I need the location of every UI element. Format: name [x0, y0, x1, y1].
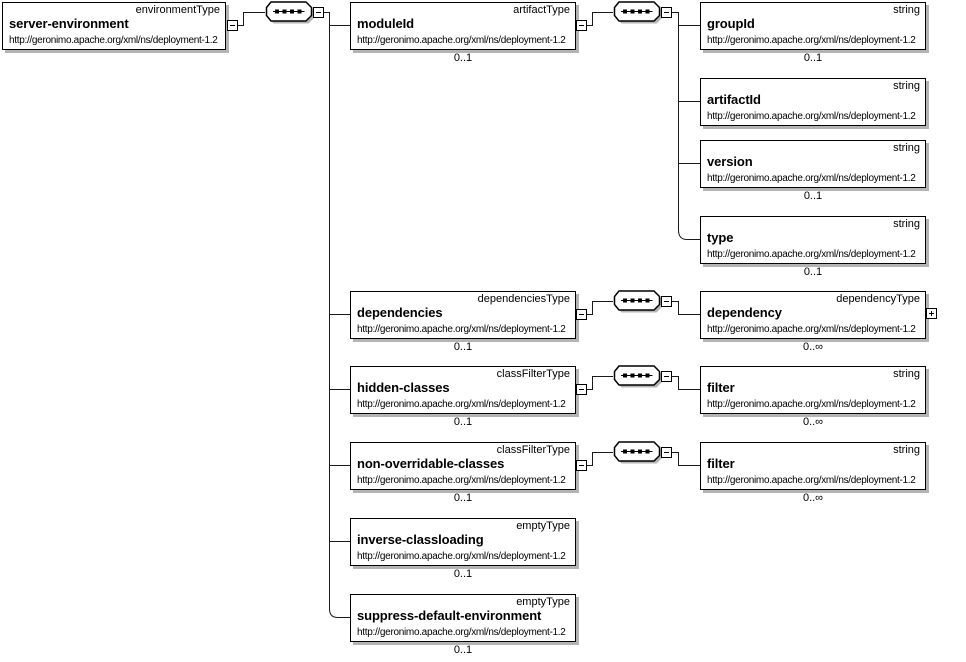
type-label: dependencyType [836, 293, 920, 305]
sequence-icon[interactable] [613, 1, 663, 25]
type-label: dependenciesType [477, 293, 570, 305]
collapse-toggle-icon[interactable] [576, 309, 587, 320]
namespace-label: http://geronimo.apache.org/xml/ns/deployment-1.2 [707, 324, 916, 335]
type-label: environmentType [135, 4, 220, 16]
element-moduleId[interactable] [350, 2, 576, 50]
element-name: non-overridable-classes [357, 456, 505, 471]
element-name: filter [707, 380, 735, 395]
namespace-label: http://geronimo.apache.org/xml/ns/deployment-1.2 [9, 35, 218, 46]
namespace-label: http://geronimo.apache.org/xml/ns/deployment-1.2 [707, 475, 916, 486]
occurrence-label: 0..∞ [802, 341, 824, 353]
element-name: type [707, 230, 734, 245]
namespace-label: http://geronimo.apache.org/xml/ns/deployment-1.2 [357, 551, 566, 562]
occurrence-label: 0..1 [453, 644, 473, 656]
element-name: version [707, 154, 753, 169]
occurrence-label: 0..1 [453, 568, 473, 580]
sequence-icon[interactable] [265, 1, 315, 25]
namespace-label: http://geronimo.apache.org/xml/ns/deployment-1.2 [707, 173, 916, 184]
occurrence-label: 0..1 [453, 492, 473, 504]
type-label: string [893, 368, 920, 380]
element-suppress-default-environment[interactable] [350, 594, 576, 642]
collapse-toggle-icon[interactable] [227, 20, 238, 31]
element-artifactId[interactable] [700, 78, 926, 126]
namespace-label: http://geronimo.apache.org/xml/ns/deployment-1.2 [707, 249, 916, 260]
collapse-toggle-icon[interactable] [661, 371, 672, 382]
element-name: dependencies [357, 305, 443, 320]
namespace-label: http://geronimo.apache.org/xml/ns/deployment-1.2 [357, 475, 566, 486]
element-inverse-classloading[interactable] [350, 518, 576, 566]
element-hidden-classes[interactable] [350, 366, 576, 414]
collapse-toggle-icon[interactable] [661, 447, 672, 458]
collapse-toggle-icon[interactable] [576, 460, 587, 471]
element-type[interactable] [700, 216, 926, 264]
type-label: classFilterType [496, 444, 570, 456]
element-version[interactable] [700, 140, 926, 188]
type-label: string [893, 142, 920, 154]
sequence-icon[interactable] [613, 365, 663, 389]
element-name: moduleId [357, 16, 414, 31]
element-non-overridable-classes[interactable] [350, 442, 576, 490]
occurrence-label: 0..∞ [802, 416, 824, 428]
element-name: artifactId [707, 92, 761, 107]
element-server-environment[interactable] [2, 2, 226, 50]
occurrence-label: 0..1 [453, 52, 473, 64]
element-name: dependency [707, 305, 782, 320]
namespace-label: http://geronimo.apache.org/xml/ns/deployment-1.2 [357, 399, 566, 410]
sequence-icon[interactable] [613, 290, 663, 314]
type-label: string [893, 4, 920, 16]
sequence-icon[interactable] [613, 441, 663, 465]
element-name: server-environment [9, 16, 129, 31]
element-name: filter [707, 456, 735, 471]
type-label: string [893, 444, 920, 456]
element-filter-non-overridable[interactable] [700, 442, 926, 490]
collapse-toggle-icon[interactable] [576, 384, 587, 395]
collapse-toggle-icon[interactable] [661, 7, 672, 18]
occurrence-label: 0..1 [453, 341, 473, 353]
occurrence-label: 0..1 [803, 190, 823, 202]
collapse-toggle-icon[interactable] [661, 296, 672, 307]
occurrence-label: 0..1 [803, 52, 823, 64]
element-name: hidden-classes [357, 380, 450, 395]
type-label: string [893, 218, 920, 230]
namespace-label: http://geronimo.apache.org/xml/ns/deployment-1.2 [357, 324, 566, 335]
namespace-label: http://geronimo.apache.org/xml/ns/deployment-1.2 [707, 111, 916, 122]
element-dependency[interactable] [700, 291, 926, 339]
occurrence-label: 0..1 [453, 416, 473, 428]
collapse-toggle-icon[interactable] [313, 7, 324, 18]
namespace-label: http://geronimo.apache.org/xml/ns/deployment-1.2 [357, 35, 566, 46]
occurrence-label: 0..1 [803, 266, 823, 278]
expand-toggle-icon[interactable] [926, 308, 937, 319]
type-label: classFilterType [496, 368, 570, 380]
element-name: suppress-default-environment [357, 608, 542, 623]
type-label: string [893, 80, 920, 92]
type-label: artifactType [513, 4, 570, 16]
element-filter-hidden[interactable] [700, 366, 926, 414]
namespace-label: http://geronimo.apache.org/xml/ns/deployment-1.2 [707, 399, 916, 410]
type-label: emptyType [516, 596, 570, 608]
element-name: inverse-classloading [357, 532, 484, 547]
namespace-label: http://geronimo.apache.org/xml/ns/deployment-1.2 [707, 35, 916, 46]
type-label: emptyType [516, 520, 570, 532]
namespace-label: http://geronimo.apache.org/xml/ns/deployment-1.2 [357, 627, 566, 638]
occurrence-label: 0..∞ [802, 492, 824, 504]
element-groupId[interactable] [700, 2, 926, 50]
collapse-toggle-icon[interactable] [576, 20, 587, 31]
element-name: groupId [707, 16, 755, 31]
element-dependencies[interactable] [350, 291, 576, 339]
